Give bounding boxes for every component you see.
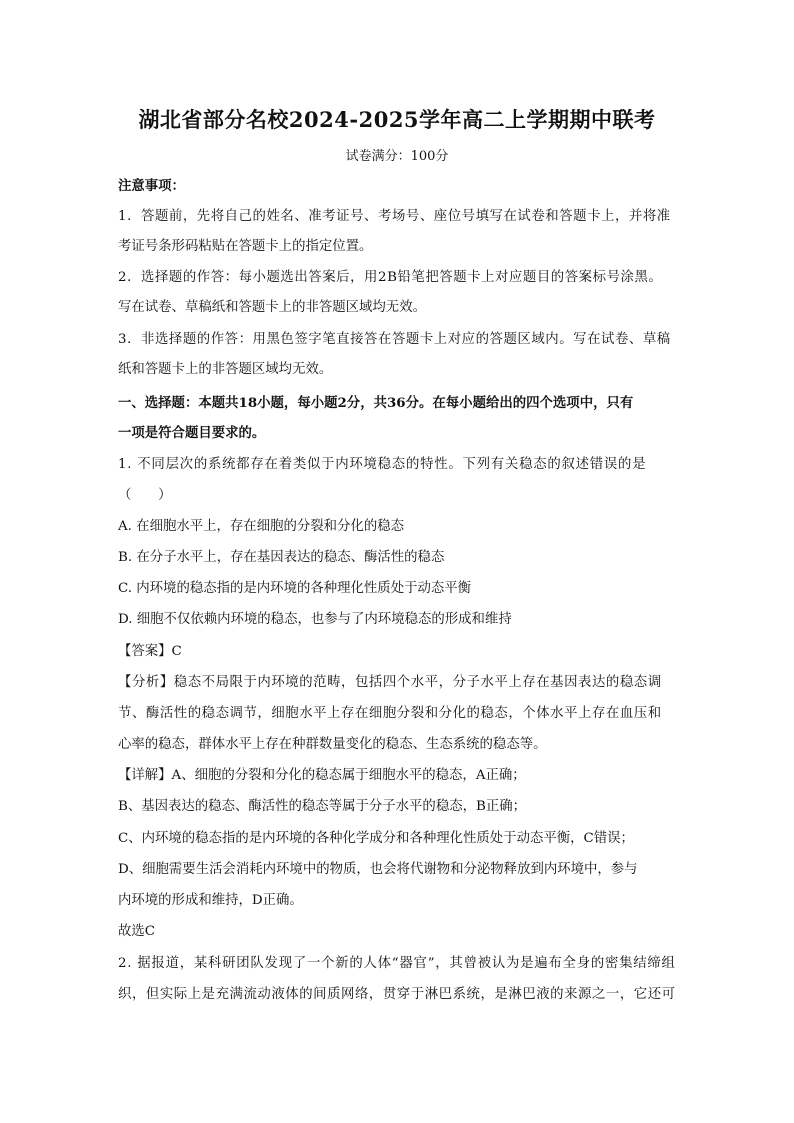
- option-b: B. 在分子水平上，存在基因表达的稳态、酶活性的稳态: [118, 550, 445, 565]
- notice-line: 考证号条形码粘贴在答题卡上的指定位置。: [118, 239, 373, 254]
- question-stem: 1. 不同层次的系统都存在着类似于内环境稳态的特性。下列有关稳态的叙述错误的是: [118, 457, 647, 472]
- detail-line: 内环境的形成和维持，D正确。: [118, 893, 303, 908]
- option-c: C. 内环境的稳态指的是内环境的各种理化性质处于动态平衡: [118, 581, 472, 596]
- option-d: D. 细胞不仅依赖内环境的稳态，也参与了内环境稳态的形成和维持: [118, 612, 512, 627]
- detail-line: B、基因表达的稳态、酶活性的稳态等属于分子水平的稳态，B正确；: [118, 799, 527, 814]
- question-stem: （ ）: [118, 488, 172, 503]
- detail-line: C、内环境的稳态指的是内环境的各种化学成分和各种理化性质处于动态平衡，C错误；: [118, 831, 634, 846]
- answer-label: 【答案】C: [118, 644, 182, 659]
- option-a: A. 在细胞水平上，存在细胞的分裂和分化的稳态: [118, 519, 404, 534]
- section-heading: 一项是符合题目要求的。: [118, 425, 266, 441]
- document-title: 湖北省部分名校2024-2025学年高二上学期期中联考: [138, 107, 656, 132]
- analysis-line: 【分析】稳态不局限于内环境的范畴，包括四个水平，分子水平上存在基因表达的稳态调: [118, 675, 662, 690]
- detail-line: D、细胞需要生活会消耗内环境中的物质，也会将代谢物和分泌物释放到内环境中，参与: [118, 862, 638, 877]
- conclusion-line: 故选C: [118, 924, 156, 939]
- detail-line: 【详解】A、细胞的分裂和分化的稳态属于细胞水平的稳态，A正确；: [118, 768, 526, 783]
- question-stem: 2. 据报道，某科研团队发现了一个新的人体“器官”，其曾被认为是遍布全身的密集结缔组: [118, 956, 676, 971]
- analysis-line: 心率的稳态，群体水平上存在种群数量变化的稳态、生态系统的稳态等。: [118, 737, 547, 752]
- notice-line: 写在试卷、草稿纸和答题卡上的非答题区域均无效。: [118, 300, 426, 315]
- notice-line: 2．选择题的作答：每小题选出答案后，用2B铅笔把答题卡上对应题目的答案标号涂黑。: [118, 270, 663, 285]
- notice-line: 1．答题前，先将自己的姓名、准考证号、考场号、座位号填写在试卷和答题卡上，并将准: [118, 209, 671, 224]
- notice-line: 3．非选择题的作答：用黑色签字笔直接答在答题卡上对应的答题区域内。写在试卷、草稿: [118, 332, 671, 347]
- notice-line: 纸和答题卡上的非答题区域均无效。: [118, 362, 333, 377]
- analysis-line: 节、酶活性的稳态调节，细胞水平上存在细胞分裂和分化的稳态，个体水平上存在血压和: [118, 706, 662, 721]
- document-subtitle: 试卷满分：100分: [345, 149, 449, 164]
- question-stem: 织，但实际上是充满流动液体的间质网络，贯穿于淋巴系统，是淋巴液的来源之一，它还可: [118, 987, 676, 1002]
- notice-heading: 注意事项：: [118, 178, 185, 194]
- section-heading: 一、选择题：本题共18小题，每小题2分，共36分。在每小题给出的四个选项中，只有: [118, 395, 634, 411]
